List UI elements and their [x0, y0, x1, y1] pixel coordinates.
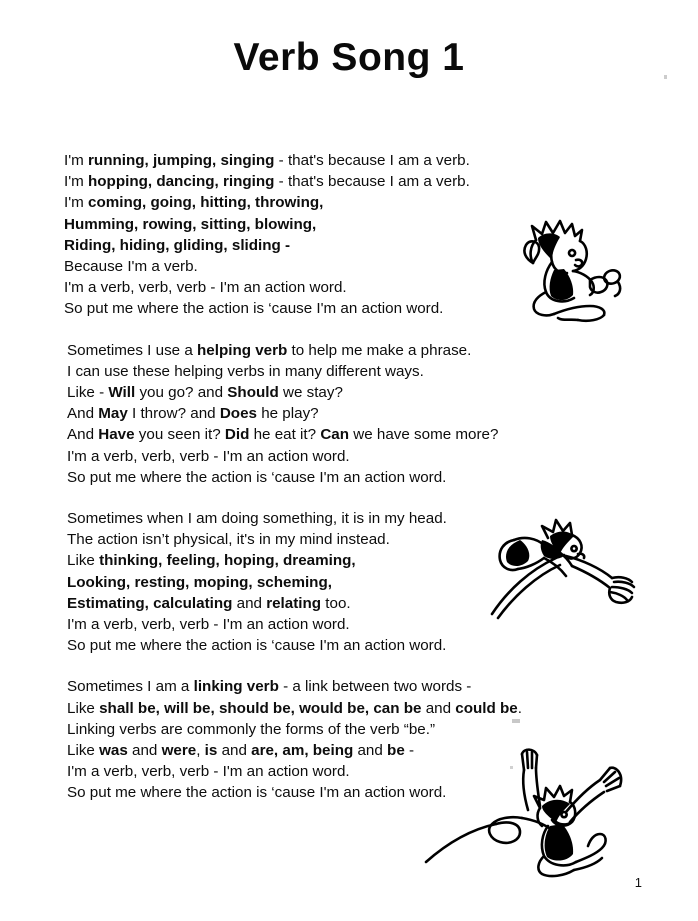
lyric-emphasis: Did: [224, 426, 250, 444]
lyric-text: Sometimes when I am doing something, it is in my head.: [67, 510, 447, 528]
lyric-text: -: [404, 742, 415, 760]
lyric-text: and: [353, 742, 388, 760]
lyric-text: Sometimes I use a: [67, 341, 197, 359]
lyric-line: [64, 171, 634, 192]
lyric-emphasis: was: [99, 742, 128, 760]
lyric-line: [67, 719, 634, 740]
lyric-line: [67, 361, 634, 382]
lyric-text: And: [67, 426, 99, 444]
cartoon-singer-with-microphone-illustration: [502, 214, 626, 326]
lyric-text: and: [232, 594, 267, 612]
scan-speck: [664, 75, 667, 79]
scan-speck: [438, 789, 441, 792]
lyric-text: Because I'm a verb.: [64, 258, 198, 276]
lyric-emphasis: Estimating, calculating: [67, 594, 233, 612]
lyric-line: [64, 150, 634, 171]
lyric-text: - that's because I am a verb.: [274, 173, 470, 191]
lyric-emphasis: running, jumping, singing: [88, 152, 275, 169]
lyric-text: I can use these helping verbs in many different ways.: [67, 362, 424, 380]
scan-speck: [512, 719, 520, 723]
lyric-text: I'm: [64, 173, 88, 191]
lyric-emphasis: Looking, resting, moping, scheming,: [67, 573, 332, 591]
lyric-emphasis: Does: [219, 405, 257, 423]
lyric-text: Like -: [67, 384, 109, 402]
lyric-text: I'm a verb, verb, verb - I'm an action word.: [67, 616, 350, 634]
lyric-text: I'm: [64, 194, 88, 212]
cartoon-cheering-figure-illustration: [424, 746, 630, 878]
scan-speck: [510, 766, 513, 769]
lyric-text: I throw? and: [127, 405, 220, 423]
lyric-text: Like: [67, 742, 100, 760]
lyric-text: The action isn’t physical, it's in my mind instead.: [67, 531, 390, 549]
lyric-line: [67, 382, 634, 403]
lyric-emphasis: helping verb: [197, 341, 288, 359]
lyric-line: [67, 467, 634, 488]
lyric-emphasis: linking verb: [193, 678, 279, 696]
lyric-text: So put me where the action is ‘cause I'm an action word.: [67, 637, 447, 655]
lyric-text: you go? and: [135, 384, 228, 402]
lyric-text: I'm: [64, 152, 88, 169]
lyric-text: ,: [196, 742, 205, 760]
cartoon-diving-figure-illustration: [490, 518, 642, 630]
lyric-emphasis: Will: [108, 384, 136, 402]
lyric-emphasis: coming, going, hitting, throwing,: [88, 194, 324, 212]
lyric-text: - a link between two words -: [278, 678, 472, 696]
lyric-line: [67, 424, 634, 445]
lyric-text: I'm a verb, verb, verb - I'm an action word.: [64, 279, 347, 297]
lyric-text: to help me make a phrase.: [287, 341, 472, 359]
lyric-text: and: [421, 699, 456, 717]
lyric-line: [67, 698, 634, 719]
lyric-emphasis: hopping, dancing, ringing: [88, 173, 275, 191]
lyric-emphasis: could be: [455, 699, 518, 717]
lyric-text: and: [217, 742, 252, 760]
lyric-text: Sometimes I am a: [67, 678, 194, 696]
lyric-line: [67, 340, 634, 361]
lyric-emphasis: were: [161, 742, 197, 760]
lyric-text: and: [127, 742, 162, 760]
lyric-text: he eat it?: [249, 426, 321, 444]
lyric-emphasis: Humming, rowing, sitting, blowing,: [64, 215, 317, 233]
lyric-line: [67, 635, 634, 656]
lyric-text: Linking verbs are commonly the forms of the verb “be.”: [67, 720, 436, 738]
lyric-emphasis: Have: [98, 426, 135, 444]
lyric-text: And: [67, 405, 99, 423]
lyric-emphasis: is: [204, 742, 218, 760]
lyric-emphasis: relating: [266, 594, 322, 612]
lyric-text: you seen it?: [134, 426, 225, 444]
lyric-emphasis: shall be, will be, should be, would be, can be: [99, 699, 422, 717]
lyric-text: I'm a verb, verb, verb - I'm an action word.: [67, 447, 350, 465]
lyric-verse: [64, 340, 634, 488]
lyric-text: we stay?: [278, 384, 343, 402]
lyric-emphasis: are, am, being: [251, 742, 354, 760]
lyric-text: So put me where the action is ‘cause I'm an action word.: [67, 468, 447, 486]
lyric-text: I'm a verb, verb, verb - I'm an action word.: [67, 763, 350, 781]
lyric-line: [64, 192, 634, 213]
lyric-text: Like: [67, 699, 100, 717]
lyric-text: .: [517, 699, 522, 717]
lyric-line: [67, 676, 634, 697]
lyric-text: we have some more?: [349, 426, 499, 444]
lyric-emphasis: be: [387, 742, 405, 760]
lyric-text: So put me where the action is ‘cause I'm an action word.: [67, 784, 447, 802]
page-number: 1: [634, 875, 642, 890]
lyric-text: So put me where the action is ‘cause I'm an action word.: [64, 300, 444, 318]
lyric-text: - that's because I am a verb.: [274, 152, 470, 169]
lyric-line: [67, 403, 634, 424]
lyric-emphasis: May: [98, 405, 128, 423]
lyric-text: Like: [67, 552, 100, 570]
lyric-text: too.: [321, 594, 351, 612]
lyric-emphasis: Can: [320, 426, 350, 444]
lyric-text: he play?: [256, 405, 319, 423]
page-title: Verb Song 1: [233, 36, 465, 79]
lyric-line: [67, 446, 634, 467]
lyric-emphasis: Should: [227, 384, 279, 402]
lyric-emphasis: Riding, hiding, gliding, sliding -: [64, 236, 291, 254]
lyric-emphasis: thinking, feeling, hoping, dreaming,: [99, 552, 356, 570]
